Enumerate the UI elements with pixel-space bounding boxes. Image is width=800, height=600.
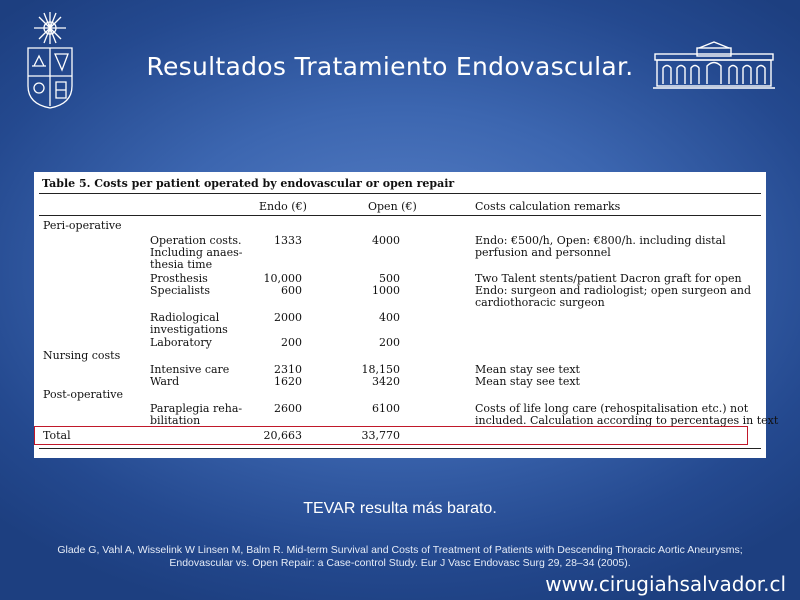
- row-remarks: Endo: €500/h, Open: €800/h. including distal: [475, 234, 726, 247]
- row-open: 200: [379, 336, 400, 349]
- section-label: Post-operative: [43, 388, 124, 401]
- row-item: Operation costs.: [150, 234, 242, 247]
- row-open: 18,150: [361, 363, 400, 376]
- university-seal-logo: [22, 8, 78, 110]
- row-open: 400: [379, 311, 400, 324]
- citation-line: Endovascular vs. Open Repair: a Case-control Study. Eur J Vasc Endovasc Surg 29, 28–34 (2005).: [169, 557, 631, 569]
- row-remarks: cardiothoracic surgeon: [475, 296, 605, 309]
- row-remarks: Mean stay see text: [475, 363, 580, 376]
- row-endo: 2000: [274, 311, 302, 324]
- header-open: Open (€): [368, 200, 417, 213]
- row-remarks: perfusion and personnel: [475, 246, 611, 259]
- row-item: Prosthesis: [150, 272, 208, 285]
- total-endo: 20,663: [263, 429, 302, 442]
- row-endo: 2310: [274, 363, 302, 376]
- building-logo: [651, 40, 777, 92]
- row-remarks: Endo: surgeon and radiologist; open surgeon and: [475, 284, 752, 297]
- table-title: Table 5. Costs per patient operated by endovascular or open repair: [42, 177, 455, 190]
- header-endo: Endo (€): [259, 200, 307, 213]
- row-endo: 2600: [274, 402, 302, 415]
- row-open: 500: [379, 272, 400, 285]
- row-item: Radiological: [150, 311, 220, 324]
- row-endo: 600: [281, 284, 302, 297]
- row-endo: 1333: [274, 234, 302, 247]
- total-open: 33,770: [361, 429, 400, 442]
- row-item: investigations: [150, 323, 228, 336]
- row-open: 6100: [372, 402, 400, 415]
- header-remarks: Costs calculation remarks: [475, 200, 621, 213]
- row-item: Specialists: [150, 284, 211, 297]
- citation: [20, 544, 780, 570]
- header-rule: [39, 215, 761, 216]
- table-bottom-rule: [39, 448, 761, 449]
- row-item: Ward: [150, 375, 180, 388]
- row-open: 1000: [372, 284, 400, 297]
- row-item: thesia time: [150, 258, 213, 271]
- row-item: Laboratory: [150, 336, 212, 349]
- row-remarks: Costs of life long care (rehospitalisation etc.) not: [475, 402, 749, 415]
- cost-table: [34, 172, 779, 458]
- row-remarks: Mean stay see text: [475, 375, 580, 388]
- section-label: Nursing costs: [43, 349, 121, 362]
- table-top-rule: [39, 193, 761, 194]
- row-endo: 1620: [274, 375, 302, 388]
- website-url: www.cirugiahsalvador.cl: [545, 572, 786, 596]
- row-item: bilitation: [150, 414, 201, 427]
- row-item: Paraplegia reha-: [150, 402, 243, 415]
- row-item: Including anaes-: [150, 246, 243, 259]
- row-item: Intensive care: [150, 363, 230, 376]
- conclusion-text: TEVAR resulta más barato.: [303, 500, 497, 517]
- row-endo: 10,000: [263, 272, 302, 285]
- citation-line: Glade G, Vahl A, Wisselink W Linsen M, Balm R. Mid-term Survival and Costs of Treatment of Patients with Descending Thoracic Aortic Aneurysms;: [57, 544, 743, 556]
- row-open: 3420: [372, 375, 400, 388]
- section-label: Peri-operative: [43, 219, 122, 232]
- row-open: 4000: [372, 234, 400, 247]
- slide-title: Resultados Tratamiento Endovascular.: [146, 52, 634, 81]
- row-remarks: included. Calculation according to percentages in text: [475, 414, 779, 427]
- total-label: Total: [43, 429, 71, 442]
- row-endo: 200: [281, 336, 302, 349]
- row-remarks: Two Talent stents/patient Dacron graft for open: [475, 272, 742, 285]
